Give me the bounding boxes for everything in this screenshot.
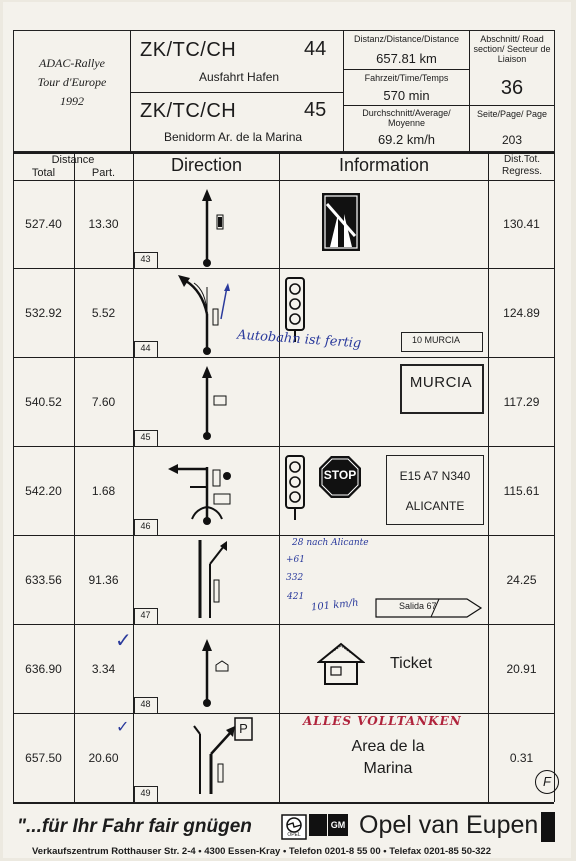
distance-value: 657.81 km <box>376 51 437 66</box>
row-number: 49 <box>140 788 151 798</box>
handwritten-note: 421 <box>287 592 305 602</box>
footer-end-bar <box>541 812 555 842</box>
destination-text <box>333 736 443 780</box>
row-regress: 0.31 <box>509 751 534 765</box>
row-part: 91.36 <box>88 573 119 587</box>
row-part: 3.34 <box>91 662 116 676</box>
rally-name-line: ADAC-Rallye <box>39 56 105 70</box>
row-total: 527.40 <box>25 217 62 231</box>
end-control-name: Benidorm Ar. de la Marina <box>164 130 303 144</box>
destination-line: Marina <box>363 760 413 777</box>
direction-sign-city: ALICANTE <box>405 499 465 513</box>
tulip-diagram-45 <box>134 358 279 446</box>
row-regress: 117.29 <box>503 395 540 409</box>
footer-brand: Opel van Eupen <box>359 811 539 839</box>
average-value: 69.2 km/h <box>377 132 436 147</box>
row-part: 7.60 <box>91 395 116 409</box>
page-value: 203 <box>501 133 523 147</box>
row-number: 43 <box>140 254 151 264</box>
col-distance-header: Distance <box>51 154 95 166</box>
check-mark: ✓ <box>115 628 132 652</box>
section-value: 36 <box>500 77 524 99</box>
row-number: 45 <box>140 432 151 442</box>
footer-slogan: "...für Ihr Fahr fair gnügen <box>17 816 252 837</box>
end-control-number: 45 <box>304 99 327 121</box>
row-total: 657.50 <box>25 751 62 765</box>
row-total: 540.52 <box>25 395 62 409</box>
handwritten-note: Autobahn ist fertig <box>236 327 362 352</box>
parking-sign-text: P <box>239 721 248 736</box>
handwritten-note: 28 nach Alicante <box>292 538 369 548</box>
col-information-header: Information <box>338 155 430 175</box>
rally-name-line: Tour d'Europe <box>37 75 107 89</box>
start-control-name: Ausfahrt Hafen <box>199 70 280 84</box>
exit-sign-text: Salida 67 <box>399 601 437 611</box>
handwritten-note: 332 <box>286 573 304 583</box>
rally-name-line: 1992 <box>60 94 84 108</box>
tulip-diagram-43 <box>134 181 279 268</box>
row-regress: 24.25 <box>506 573 537 587</box>
time-value: 570 min <box>383 88 430 103</box>
tulip-diagram-49 <box>134 714 279 802</box>
check-mark: ✓ <box>116 717 130 736</box>
tulip-diagram-47 <box>134 536 279 624</box>
col-regress-header: Dist.Tot. Regress. <box>501 154 542 177</box>
handwritten-note: +61 <box>286 555 305 565</box>
row-number: 44 <box>140 343 151 353</box>
row-regress: 115.61 <box>503 484 540 498</box>
col-direction-header: Direction <box>170 155 243 175</box>
gm-logo <box>309 814 349 836</box>
toll-booth-icon <box>317 640 365 688</box>
start-control-code: ZK/TC/CH <box>140 39 237 61</box>
col-total-header: Total <box>31 167 56 179</box>
gm-logo-text: GM <box>328 814 348 836</box>
stop-sign-text: STOP <box>323 468 357 482</box>
row-total: 633.56 <box>25 573 62 587</box>
rally-name <box>15 54 129 111</box>
tulip-diagram-46 <box>134 447 279 535</box>
section-label: Abschnitt/ Road section/ Secteur de Liaison <box>473 34 551 64</box>
footer-address: Verkaufszentrum Rotthauser Str. 2-4 • 4300 Essen-Kray • Telefon 0201-8 55 00 • Telefax 0201-85 50-322 <box>32 846 491 857</box>
row-regress: 20.91 <box>506 662 537 676</box>
handwritten-note: ALLES VOLLTANKEN <box>303 714 462 728</box>
motorway-sign-icon <box>321 192 361 252</box>
margin-initial: F <box>535 770 559 794</box>
time-label: Fahrzeit/Time/Temps <box>364 73 449 83</box>
destination-line: Area de la <box>351 738 425 755</box>
distance-label: Distanz/Distance/Distance <box>353 34 460 44</box>
row-number: 48 <box>140 699 151 709</box>
row-part: 5.52 <box>91 306 116 320</box>
gm-logo-box <box>309 814 327 836</box>
direction-sign-text: 10 MURCIA <box>411 335 460 345</box>
start-control-number: 44 <box>304 38 327 60</box>
end-control-code: ZK/TC/CH <box>140 100 237 122</box>
toll-ticket-text: Ticket <box>390 655 433 672</box>
row-number: 46 <box>140 521 151 531</box>
handwritten-note: 101 km/h <box>310 597 360 614</box>
row-regress: 124.89 <box>503 306 540 320</box>
footer-banner <box>3 808 571 858</box>
direction-sign-road: E15 A7 N340 <box>399 469 471 483</box>
col-part-header: Part. <box>91 167 116 179</box>
row-part: 1.68 <box>91 484 116 498</box>
tulip-diagram-48 <box>134 625 279 713</box>
town-sign-text: MURCIA <box>409 374 473 391</box>
opel-logo-text: OPEL <box>287 832 301 838</box>
row-total: 542.20 <box>25 484 62 498</box>
traffic-light-icon <box>283 454 307 524</box>
row-part: 20.60 <box>88 751 119 765</box>
row-total: 636.90 <box>25 662 62 676</box>
row-total: 532.92 <box>25 306 62 320</box>
row-regress: 130.41 <box>503 217 540 231</box>
direction-sign <box>386 455 484 525</box>
roadbook-page <box>3 2 571 858</box>
row-part: 13.30 <box>88 217 119 231</box>
average-label: Durchschnitt/Average/ Moyenne <box>362 108 451 128</box>
row-number: 47 <box>140 610 151 620</box>
page-label: Seite/Page/ Page <box>476 109 548 119</box>
